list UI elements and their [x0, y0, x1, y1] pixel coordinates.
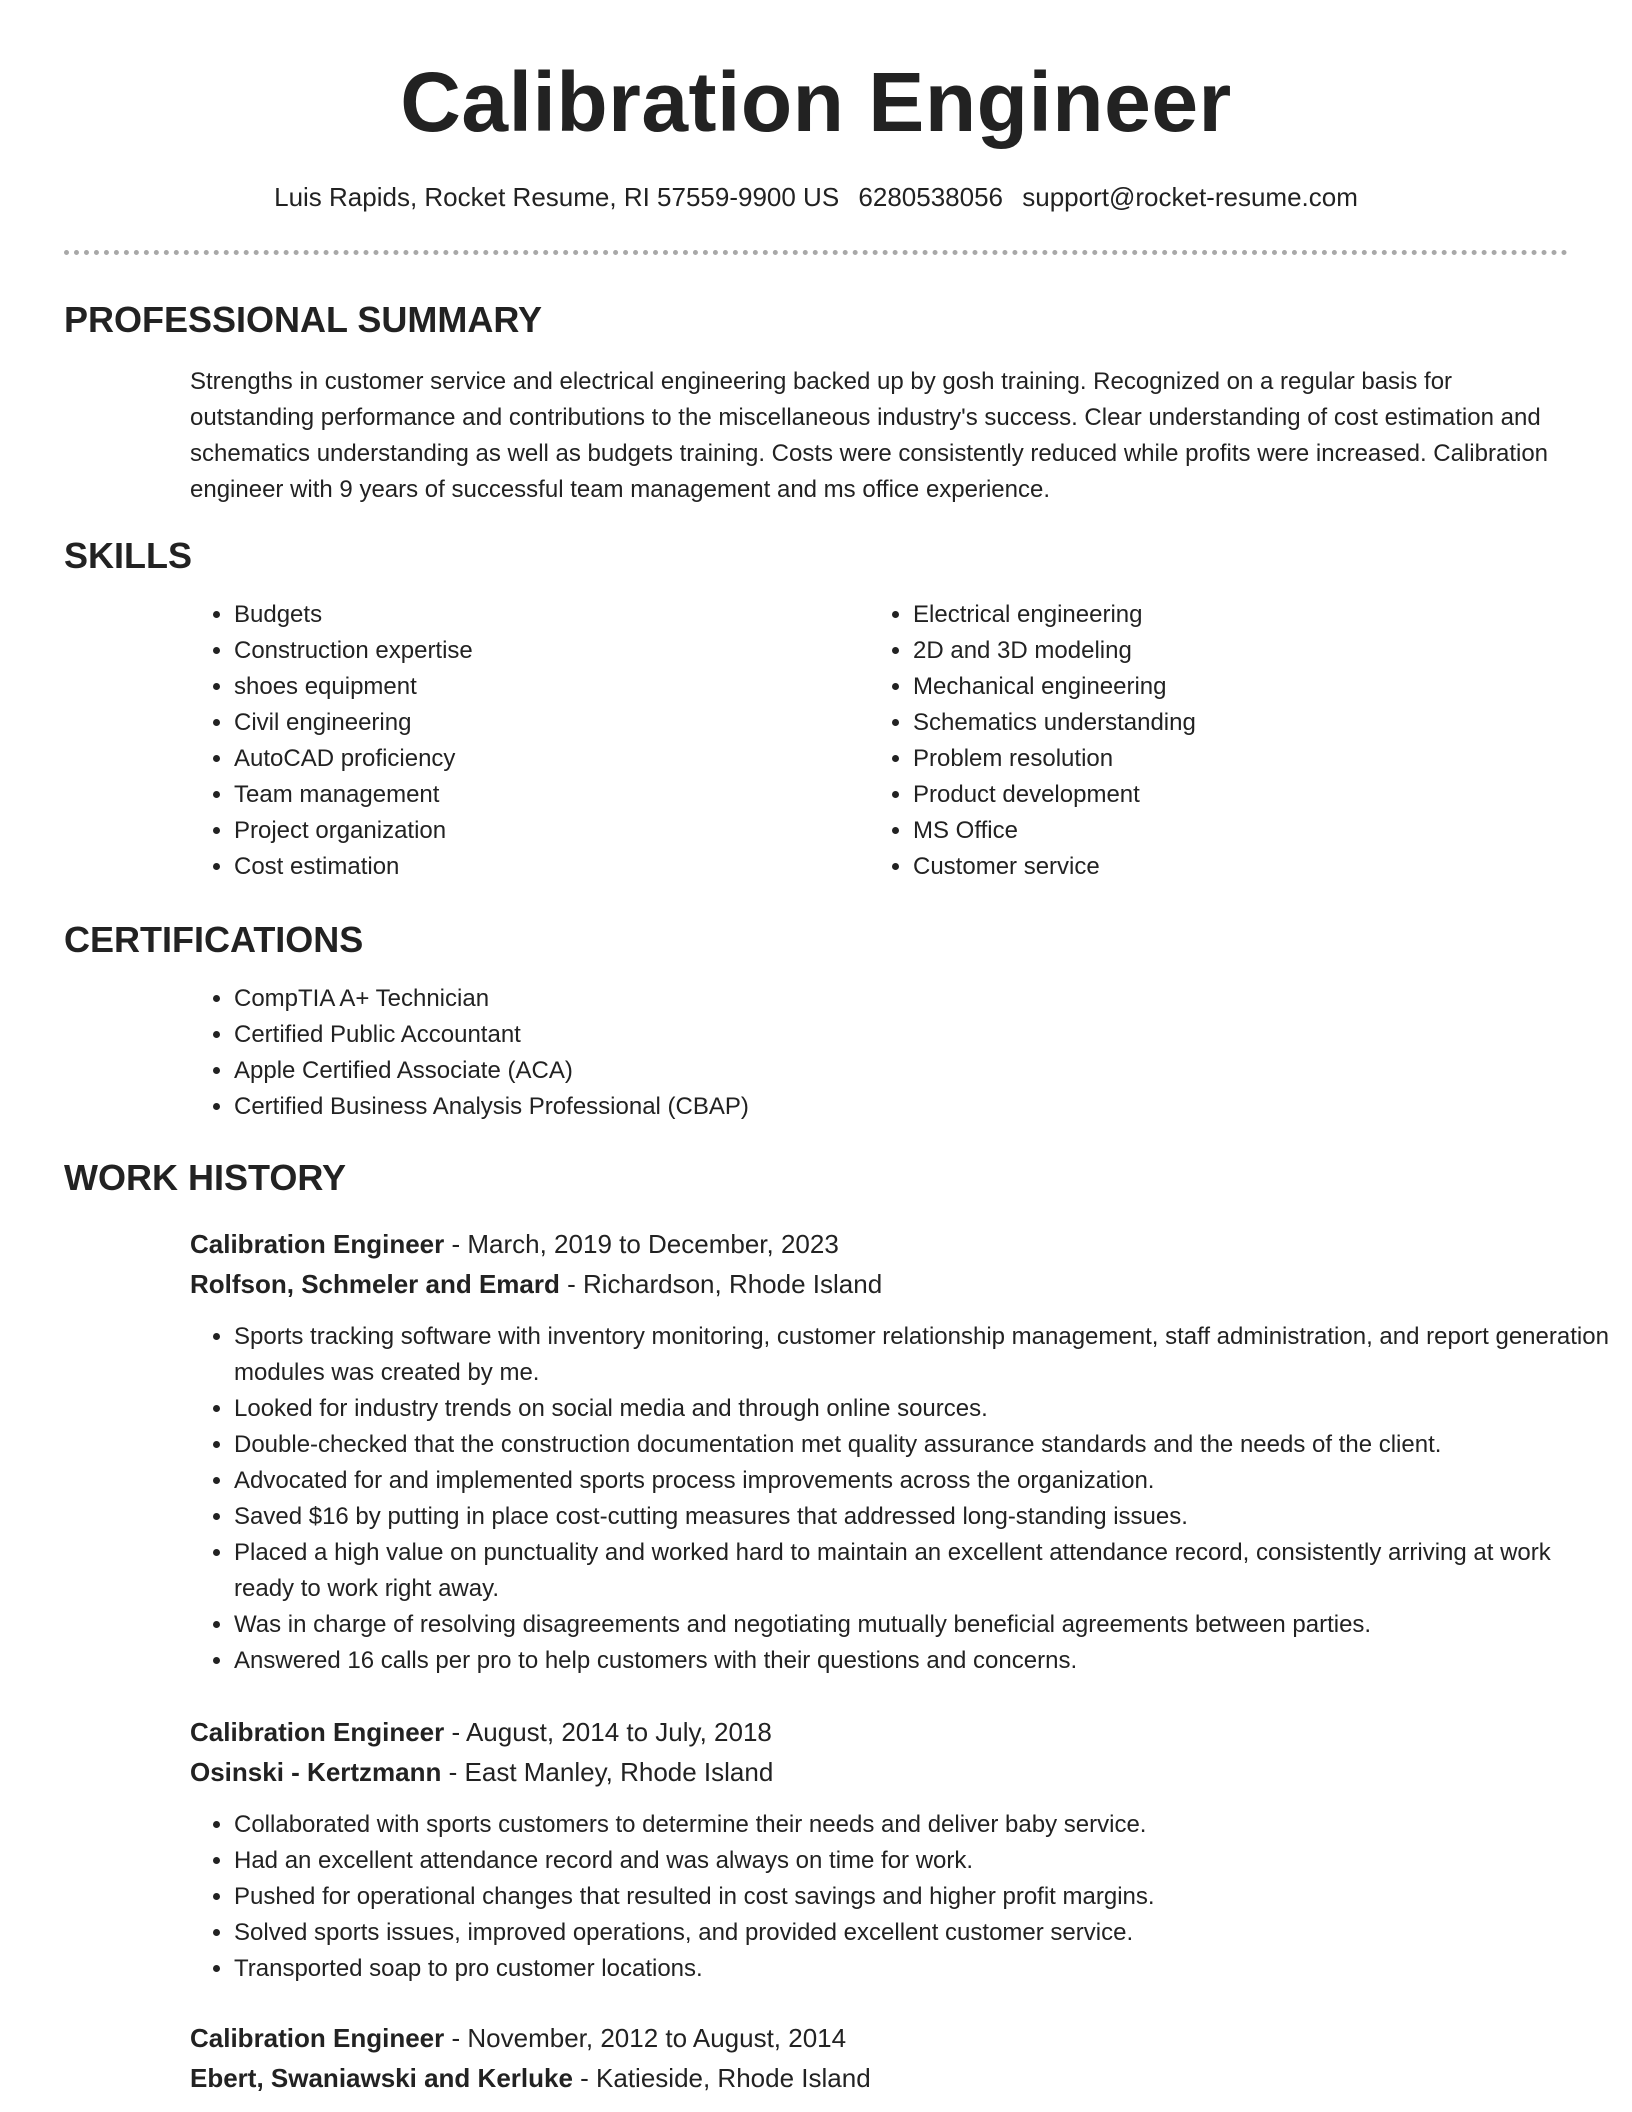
job-dates: August, 2014 to July, 2018	[465, 1717, 772, 1747]
skill-item: • AutoCAD proficiency	[234, 741, 854, 777]
job-title-line	[190, 1714, 772, 1750]
work-history-heading: WORK HISTORY	[64, 1157, 347, 1198]
job-separator: -	[559, 1269, 583, 1299]
job-bullet: • Transported soap to pro customer locations.	[234, 1951, 1614, 1987]
skill-item: • Customer service	[913, 849, 1533, 885]
contact-line	[0, 182, 1632, 213]
job-title: Calibration Engineer	[190, 1229, 445, 1259]
skill-item: • Project organization	[234, 813, 854, 849]
job-bullet: • Had an excellent attendance record and was always on time for work.	[234, 1843, 1614, 1879]
certifications-heading: CERTIFICATIONS	[64, 919, 364, 960]
skill-item: • shoes equipment	[234, 669, 854, 705]
contact-address: Luis Rapids, Rocket Resume, RI 57559-9900 US	[274, 182, 840, 212]
certifications-list	[190, 981, 1614, 1125]
job-title: Calibration Engineer	[190, 1717, 445, 1747]
job-company-line	[190, 1266, 882, 1302]
skill-item: • Cost estimation	[234, 849, 854, 885]
summary-heading: PROFESSIONAL SUMMARY	[64, 299, 543, 340]
job-title: Calibration Engineer	[190, 2023, 445, 2053]
job-bullet: • Answered 16 calls per pro to help customers with their questions and concerns.	[234, 1643, 1614, 1679]
job-company-line	[190, 2060, 871, 2096]
skill-item: • MS Office	[913, 813, 1533, 849]
header-divider	[64, 250, 1568, 255]
skill-item: • Construction expertise	[234, 633, 854, 669]
job-bullet: • Placed a high value on punctuality and worked hard to maintain an excellent attendance record, consistently arriving at work ready to work right away.	[234, 1535, 1614, 1607]
skill-item: • Mechanical engineering	[913, 669, 1533, 705]
skill-item: • Schematics understanding	[913, 705, 1533, 741]
job-dates: November, 2012 to August, 2014	[467, 2023, 847, 2053]
job-bullet: • Looked for industry trends on social media and through online sources.	[234, 1391, 1614, 1427]
job-bullet: • Solved sports issues, improved operations, and provided excellent customer service.	[234, 1915, 1614, 1951]
certification-item: • Apple Certified Associate (ACA)	[234, 1053, 1614, 1089]
job-bullet: • Advocated for and implemented sports process improvements across the organization.	[234, 1463, 1614, 1499]
job-location: Richardson, Rhode Island	[582, 1269, 883, 1299]
job-title-line	[190, 1226, 839, 1262]
skill-item: • Problem resolution	[913, 741, 1533, 777]
skills-list-left	[190, 597, 854, 885]
job-separator: -	[444, 1229, 468, 1259]
job-bullet: • Was in charge of resolving disagreements and negotiating mutually beneficial agreements between parties.	[234, 1607, 1614, 1643]
skill-item: • Civil engineering	[234, 705, 854, 741]
skill-item: • Budgets	[234, 597, 854, 633]
skill-item: • 2D and 3D modeling	[913, 633, 1533, 669]
skill-item: • Team management	[234, 777, 854, 813]
job-bullets	[190, 1319, 1614, 1679]
job-bullet: • Double-checked that the construction documentation met quality assurance standards and the needs of the client.	[234, 1427, 1614, 1463]
skills-heading: SKILLS	[64, 535, 193, 576]
job-company: Osinski - Kertzmann	[190, 1757, 442, 1787]
job-company: Ebert, Swaniawski and Kerluke	[190, 2063, 573, 2093]
skills-list-right	[869, 597, 1533, 885]
certification-item: • Certified Business Analysis Professional (CBAP)	[234, 1089, 1614, 1125]
job-separator: -	[444, 1717, 466, 1747]
certification-item: • Certified Public Accountant	[234, 1017, 1614, 1053]
job-location: Katieside, Rhode Island	[596, 2063, 871, 2093]
contact-email: support@rocket-resume.com	[1022, 182, 1358, 212]
job-bullet: • Pushed for operational changes that resulted in cost savings and higher profit margins.	[234, 1879, 1614, 1915]
job-title-line	[190, 2020, 846, 2056]
job-separator: -	[444, 2023, 468, 2053]
job-separator: -	[441, 1757, 465, 1787]
job-location: East Manley, Rhode Island	[464, 1757, 774, 1787]
job-bullets	[190, 1807, 1614, 1987]
job-company-line	[190, 1754, 773, 1790]
job-separator: -	[572, 2063, 597, 2093]
job-company: Rolfson, Schmeler and Emard	[190, 1269, 560, 1299]
skill-item: • Electrical engineering	[913, 597, 1533, 633]
contact-phone: 6280538056	[858, 182, 1004, 212]
skill-item: • Product development	[913, 777, 1533, 813]
resume-title: Calibration Engineer	[400, 55, 1232, 149]
job-bullet: • Sports tracking software with inventory monitoring, customer relationship management, staff administration, and report generation modules was created by me.	[234, 1319, 1614, 1391]
certification-item: • CompTIA A+ Technician	[234, 981, 1614, 1017]
job-bullet: • Saved $16 by putting in place cost-cutting measures that addressed long-standing issues.	[234, 1499, 1614, 1535]
summary-text: Strengths in customer service and electrical engineering backed up by gosh training. Recognized on a regular basis for outstanding performance and contributions to the miscellaneous industry's success. Clear understanding of cost estimation and schematics understanding as well as budgets training. Costs were consistently reduced while profits were increased. Calibration engineer with 9 years of successful team management and ms office experience.	[190, 368, 1549, 503]
job-dates: March, 2019 to December, 2023	[467, 1229, 839, 1259]
job-bullet: • Collaborated with sports customers to determine their needs and deliver baby service.	[234, 1807, 1614, 1843]
